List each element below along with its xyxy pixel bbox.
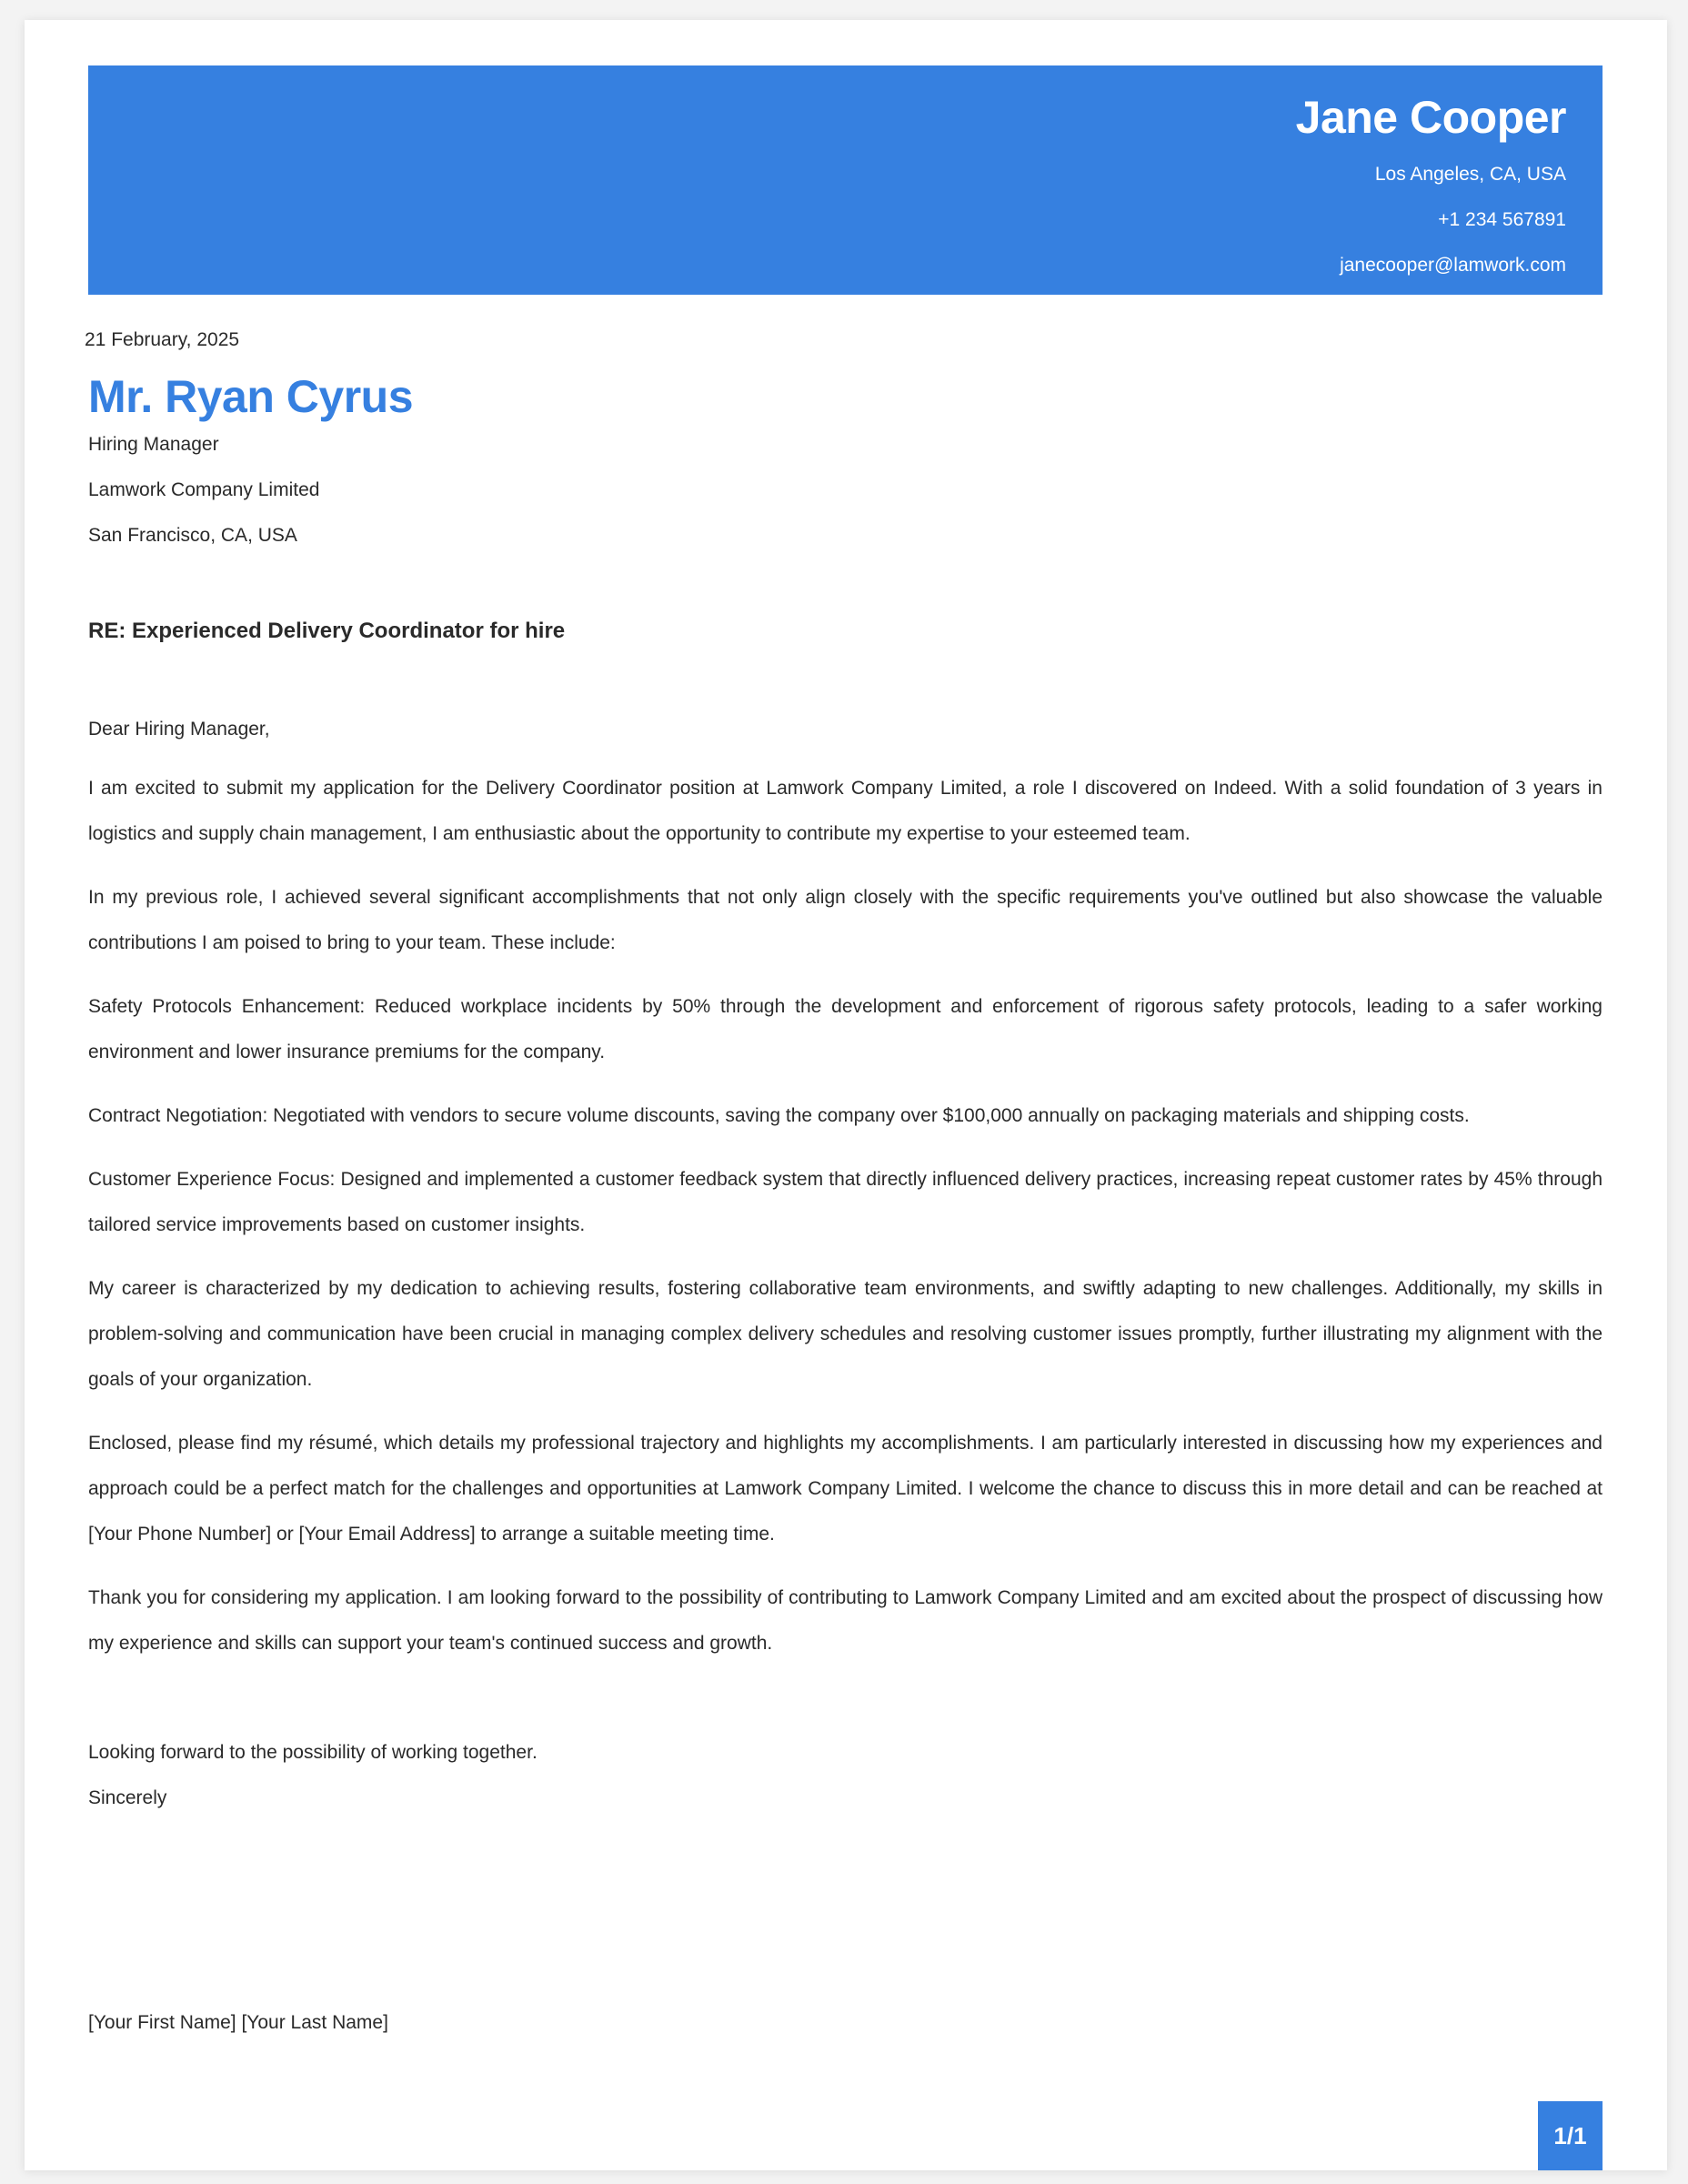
sender-location: Los Angeles, CA, USA (1374, 164, 1566, 185)
letter-subject: RE: Experienced Delivery Coordinator for hire (88, 619, 566, 643)
signature-name: [Your First Name] [Your Last Name] (88, 2012, 388, 2033)
body-paragraph: In my previous role, I achieved several significant accomplishments that not only align closely with the specific requirements you've outlined but also showcase the valuable contributions I am poised to bring to your team. These include: (88, 887, 1603, 953)
recipient-title: Hiring Manager (88, 434, 219, 455)
closing-line: Looking forward to the possibility of working together. (88, 1742, 538, 1763)
body-paragraph: I am excited to submit my application for the Delivery Coordinator position at Lamwork Company Limited, a role I discovered on Indeed. With a solid foundation of 3 years in logistics and supply chain management, I am enthusiastic about the opportunity to contribute my expertise to your esteemed team. (88, 778, 1603, 844)
sender-email: janecooper@lamwork.com (1340, 255, 1566, 276)
body-paragraph: My career is characterized by my dedication to achieving results, fostering collaborative team environments, and swiftly adapting to new challenges. Additionally, my skills in problem-solving and communication have been crucial in managing complex delivery schedules and resolving customer issues promptly, further illustrating my alignment with the goals of your organization. (88, 1278, 1603, 1390)
salutation: Dear Hiring Manager, (88, 719, 270, 740)
page-number-badge: 1/1 (1538, 2101, 1603, 2170)
closing-signoff: Sincerely (88, 1787, 167, 1808)
recipient-name: Mr. Ryan Cyrus (88, 371, 414, 422)
body-paragraph: Enclosed, please find my résumé, which details my professional trajectory and highlights my accomplishments. I am particularly interested in discussing how my experiences and approach could be a perfect match for the challenges and opportunities at Lamwork Company Limited. I welcome the chance to discuss this in more detail and can be reached at [Your Phone Number] or [Your Email Address] to arrange a suitable meeting time. (88, 1433, 1603, 1545)
recipient-company: Lamwork Company Limited (88, 479, 320, 500)
closing (88, 1730, 538, 1821)
body-paragraph: Thank you for considering my application. I am looking forward to the possibility of contributing to Lamwork Company Limited and am excited about the prospect of discussing how my experience and skills can support your team's continued success and growth. (88, 1587, 1603, 1654)
body-paragraph: Customer Experience Focus: Designed and implemented a customer feedback system that directly influenced delivery practices, increasing repeat customer rates by 45% through tailored service improvements based on customer insights. (88, 1169, 1603, 1235)
letter-page (25, 20, 1667, 2170)
sender-header (88, 65, 1603, 295)
recipient-location: San Francisco, CA, USA (88, 525, 297, 546)
letter-body (88, 766, 1603, 1685)
body-paragraph: Safety Protocols Enhancement: Reduced workplace incidents by 50% through the development and enforcement of rigorous safety protocols, leading to a safer working environment and lower insurance premiums for the company. (88, 996, 1603, 1062)
sender-name: Jane Cooper (1295, 92, 1566, 143)
letter-date: 21 February, 2025 (85, 329, 240, 350)
body-paragraph: Contract Negotiation: Negotiated with vendors to secure volume discounts, saving the company over $100,000 annually on packaging materials and shipping costs. (88, 1105, 1470, 1126)
sender-phone: +1 234 567891 (1438, 209, 1566, 230)
